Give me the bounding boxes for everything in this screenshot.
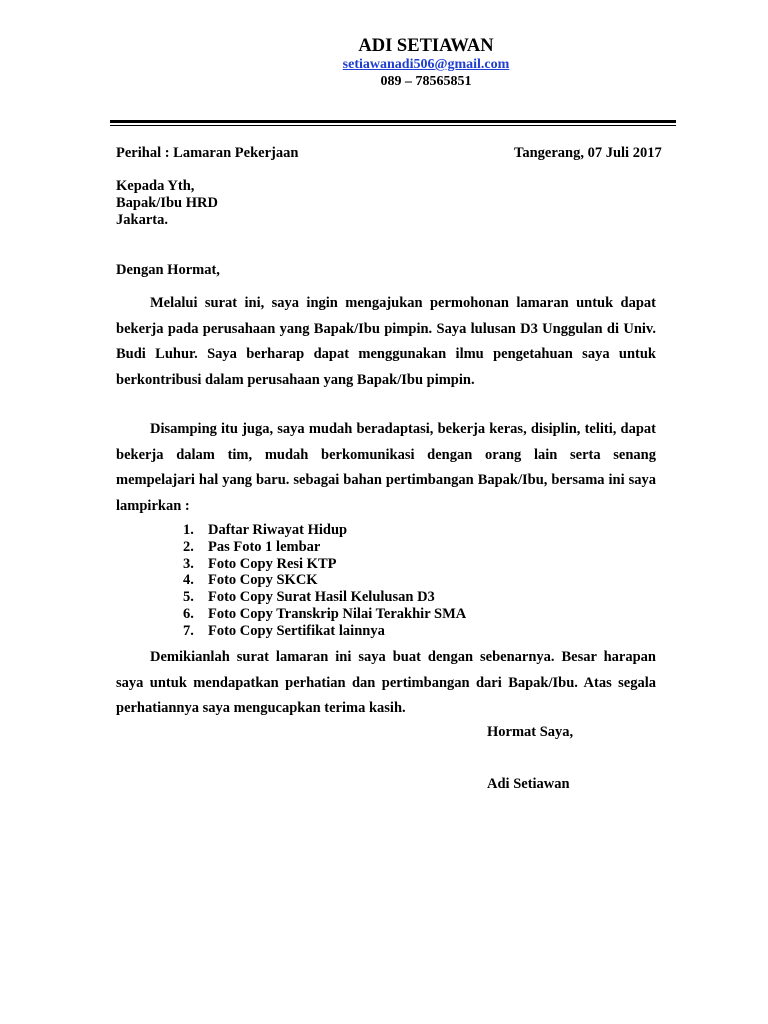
list-item	[183, 522, 466, 539]
list-item-number: 6.	[183, 605, 194, 622]
body-paragraph-2: Disamping itu juga, saya mudah beradaptasi, bekerja keras, disiplin, teliti, dapat bekerja dalam tim, mudah berkomunikasi dengan orang lain serta senang mempelajari hal yang baru. sebagai bahan pertimbangan Bapak/Ibu, bersama ini saya lampirkan :	[116, 421, 656, 514]
list-item-text: Foto Copy Resi KTP	[208, 555, 337, 572]
list-item-number: 5.	[183, 589, 194, 606]
subject-line: Perihal : Lamaran Pekerjaan	[116, 145, 299, 161]
closing-greeting: Hormat Saya,	[487, 724, 574, 740]
list-item	[183, 589, 466, 606]
list-item-text: Pas Foto 1 lembar	[208, 538, 321, 555]
list-item	[183, 572, 466, 589]
list-item-number: 4.	[183, 572, 194, 589]
sender-email-link[interactable]: setiawanadi506@gmail.com	[342, 57, 510, 72]
recipient-line-3: Jakarta.	[116, 212, 168, 228]
list-item-text: Foto Copy Sertifikat lainnya	[208, 622, 385, 639]
signature-name: Adi Setiawan	[487, 776, 570, 792]
list-item	[183, 556, 466, 573]
body-paragraph-3: Demikianlah surat lamaran ini saya buat dengan sebenarnya. Besar harapan saya untuk mendapatkan perhatian dan pertimbangan dari Bapak/Ibu. Atas segala perhatiannya saya mengucapkan terima kasih.	[116, 649, 656, 716]
list-item	[183, 539, 466, 556]
list-item-number: 1.	[183, 522, 194, 538]
list-item-text: Foto Copy Surat Hasil Kelulusan D3	[208, 589, 435, 606]
recipient-line-1: Kepada Yth,	[116, 178, 195, 194]
sender-phone: 089 – 78565851	[380, 74, 472, 89]
list-item-number: 3.	[183, 555, 194, 572]
list-item-text: Foto Copy SKCK	[208, 572, 318, 589]
list-item	[183, 606, 466, 623]
list-item-number: 2.	[183, 538, 194, 555]
list-item	[183, 623, 466, 640]
header-divider-thin	[110, 125, 676, 126]
list-item-text: Daftar Riwayat Hidup	[208, 522, 348, 538]
salutation: Dengan Hormat,	[116, 262, 220, 278]
recipient-line-2: Bapak/Ibu HRD	[116, 195, 218, 211]
header-divider-thick	[110, 120, 676, 123]
place-date: Tangerang, 07 Juli 2017	[514, 145, 662, 161]
body-paragraph-1: Melalui surat ini, saya ingin mengajukan permohonan lamaran untuk dapat bekerja pada perusahaan yang Bapak/Ibu pimpin. Saya lulusan D3 Unggulan di Univ. Budi Luhur. Saya berharap dapat menggunakan ilmu pengetahuan saya untuk berkontribusi dalam perusahaan yang Bapak/Ibu pimpin.	[116, 295, 656, 388]
attachment-list	[183, 522, 466, 640]
list-item-text: Foto Copy Transkrip Nilai Terakhir SMA	[208, 605, 467, 622]
list-item-number: 7.	[183, 622, 194, 639]
sender-name: ADI SETIAWAN	[358, 36, 494, 56]
